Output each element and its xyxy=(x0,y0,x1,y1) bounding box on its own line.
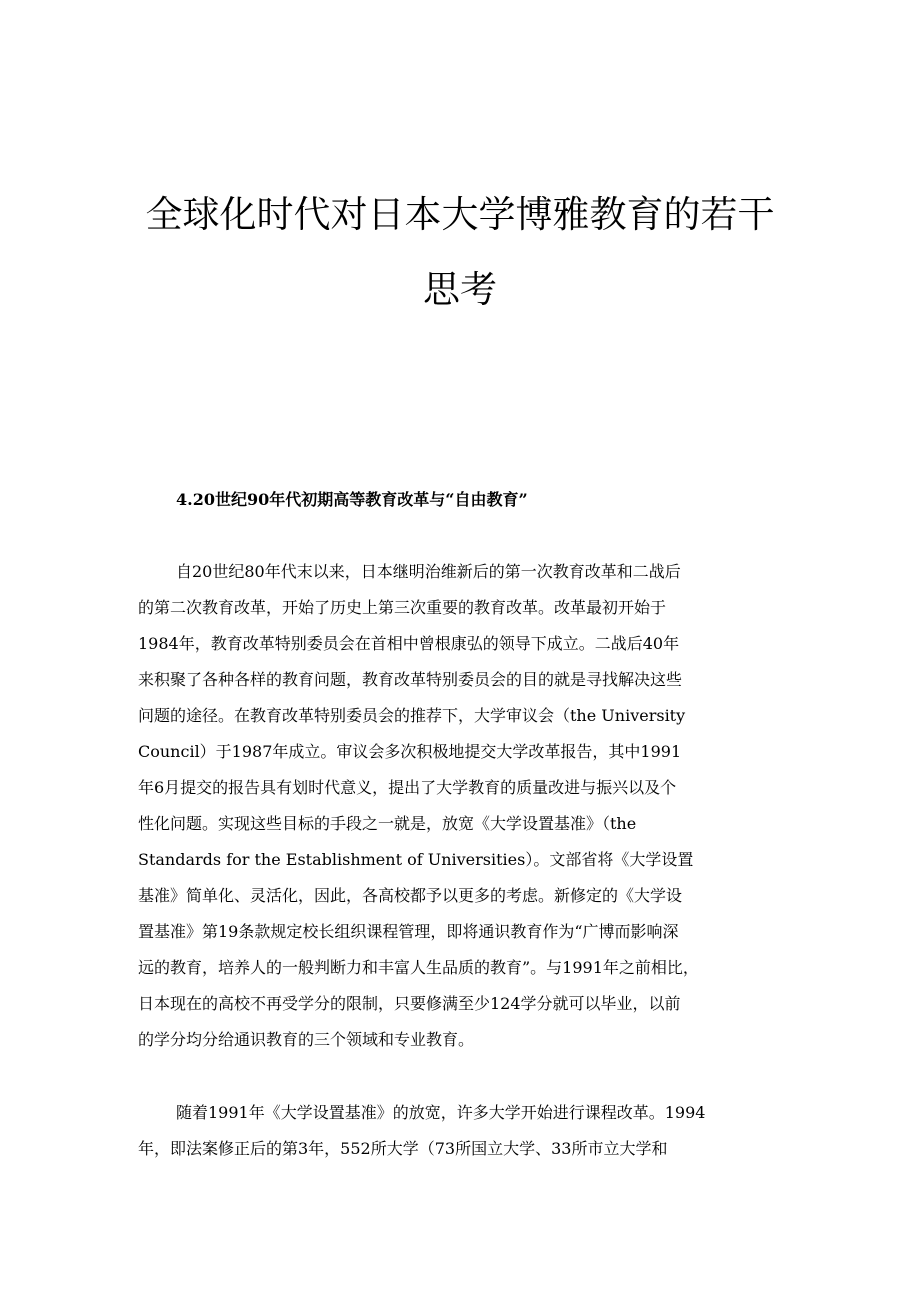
document-title-line-2: 思考 xyxy=(423,268,497,311)
paragraph-line: 自20世纪80年代末以来，日本继明治维新后的第一次教育改革和二战后 xyxy=(176,562,681,581)
paragraph-line: 1984年，教育改革特别委员会在首相中曾根康弘的领导下成立。二战后40年 xyxy=(138,634,680,653)
paragraph-line: Standards for the Establishment of Universities）。文部省将《大学设置 xyxy=(138,850,694,869)
paragraph-line: 基准》简单化、灵活化，因此，各高校都予以更多的考虑。新修定的《大学设 xyxy=(138,886,683,905)
paragraph-line: 性化问题。实现这些目标的手段之一就是，放宽《大学设置基准》（the xyxy=(138,814,637,833)
paragraph-line: 远的教育，培养人的一般判断力和丰富人生品质的教育”。与1991年之前相比， xyxy=(138,958,699,977)
paragraph-line: 随着1991年《大学设置基准》的放宽，许多大学开始进行课程改革。1994 xyxy=(176,1103,706,1122)
paragraph-line: Council）于1987年成立。审议会多次积极地提交大学改革报告，其中1991 xyxy=(138,742,682,761)
paragraph-line: 日本现在的高校不再受学分的限制，只要修满至少124学分就可以毕业，以前 xyxy=(138,994,681,1013)
paragraph-line: 的学分均分给通识教育的三个领域和专业教育。 xyxy=(138,1030,475,1049)
paragraph-line: 年6月提交的报告具有划时代意义，提出了大学教育的质量改进与振兴以及个 xyxy=(138,778,677,797)
paragraph-line: 年，即法案修正后的第3年，552所大学（73所国立大学、33所市立大学和 xyxy=(138,1139,668,1158)
document-title-line-1: 全球化时代对日本大学博雅教育的若干 xyxy=(145,193,775,236)
section-heading: 4.20世纪90年代初期高等教育改革与“自由教育” xyxy=(176,490,528,509)
paragraph-line: 来积聚了各种各样的教育问题，教育改革特别委员会的目的就是寻找解决这些 xyxy=(138,670,683,689)
paragraph-line: 问题的途径。在教育改革特别委员会的推荐下，大学审议会（the University xyxy=(138,706,686,725)
paragraph-line: 的第二次教育改革，开始了历史上第三次重要的教育改革。改革最初开始于 xyxy=(138,598,667,617)
paragraph-line: 置基准》第19条款规定校长组织课程管理，即将通识教育作为“广博而影响深 xyxy=(138,922,679,941)
